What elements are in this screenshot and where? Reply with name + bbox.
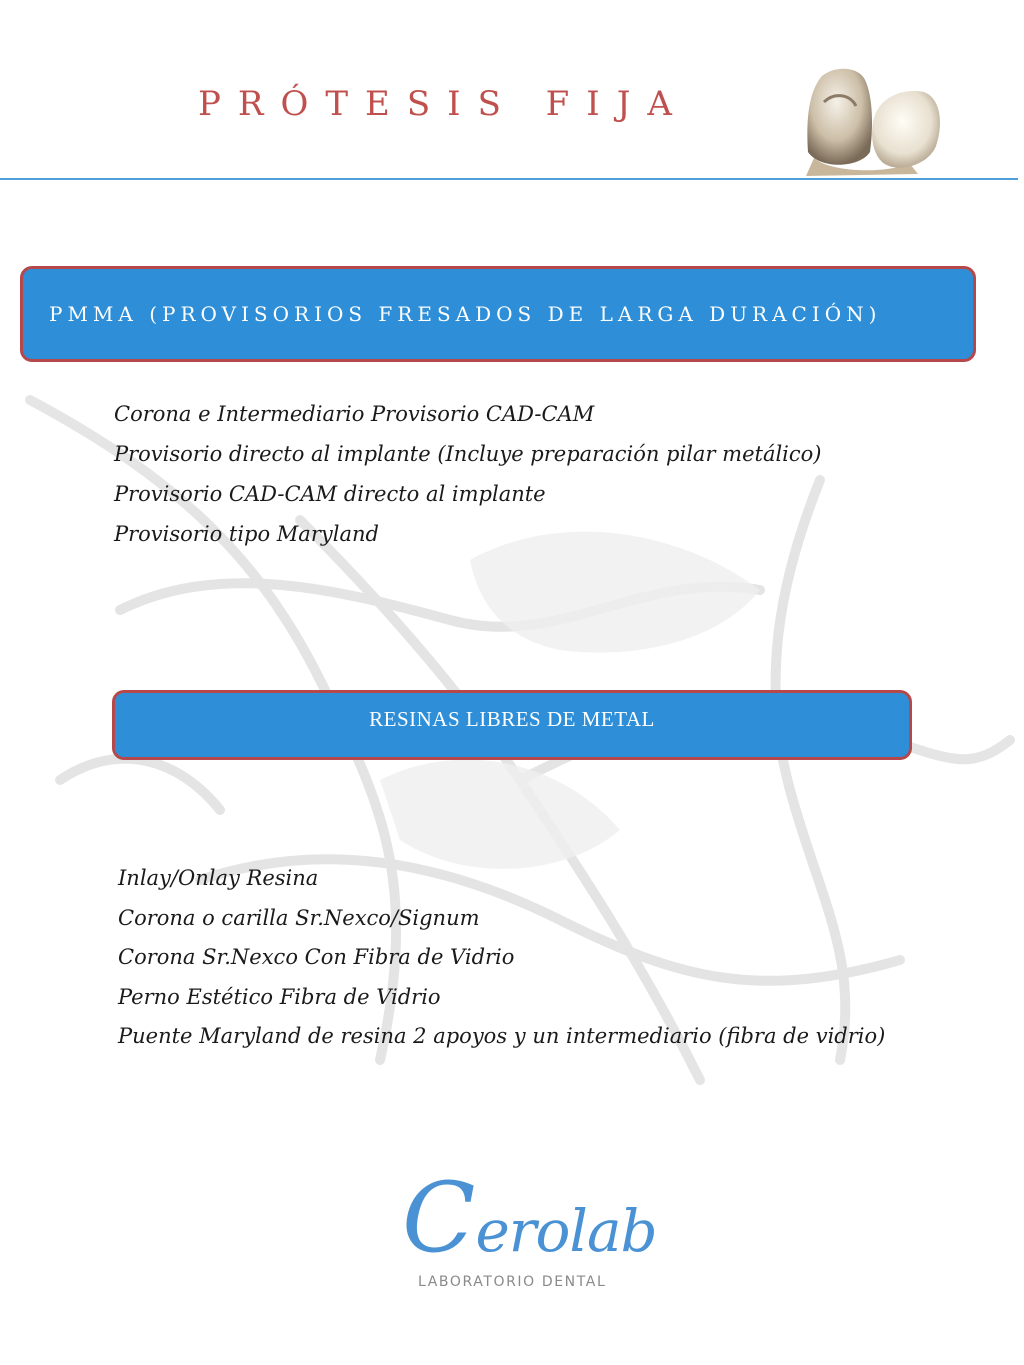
section-heading-pmma: PMMA (PROVISORIOS FRESADOS DE LARGA DURACIÓN) — [49, 302, 882, 326]
list-item: Provisorio CAD-CAM directo al implante — [114, 482, 546, 506]
list-item: Corona o carilla Sr.Nexco/Signum — [118, 905, 480, 930]
list-item: Corona e Intermediario Provisorio CAD-CAM — [114, 402, 595, 426]
list-item: Inlay/Onlay Resina — [118, 866, 319, 890]
list-item: Corona Sr.Nexco Con Fibra de Vidrio — [118, 945, 515, 969]
logo-wordmark — [402, 1162, 657, 1279]
logo-name-rest: erolab — [475, 1197, 657, 1265]
cerolab-logo — [400, 1162, 657, 1300]
list-item: Provisorio directo al implante (Incluye preparación pilar metálico) — [114, 442, 822, 466]
section-header-pmma — [20, 266, 976, 362]
dental-crowns-photo — [800, 62, 948, 178]
page-title: PRÓTESIS FIJA — [198, 84, 689, 124]
logo-initial: C — [402, 1162, 476, 1274]
section-heading-resinas: RESINAS LIBRES DE METAL — [369, 707, 655, 731]
header-divider — [0, 178, 1018, 180]
section-header-resinas — [112, 690, 912, 760]
resinas-item-list — [118, 862, 885, 1060]
list-item: Provisorio tipo Maryland — [114, 522, 379, 546]
list-item: Perno Estético Fibra de Vidrio — [118, 984, 441, 1009]
pmma-item-list — [114, 398, 822, 558]
list-item: Puente Maryland de resina 2 apoyos y un intermediario (fibra de vidrio) — [118, 1024, 886, 1048]
logo-subtitle: LABORATORIO DENTAL — [418, 1274, 607, 1290]
